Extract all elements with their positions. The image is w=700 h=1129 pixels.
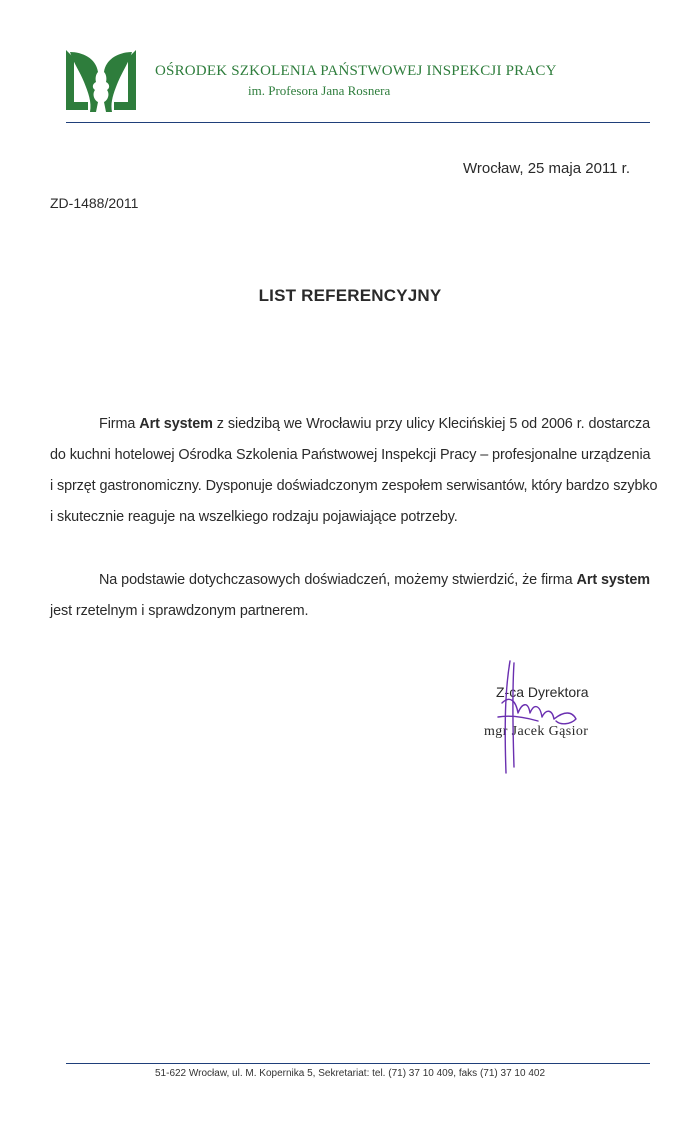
organization-subtitle: im. Profesora Jana Rosnera	[248, 83, 391, 98]
paragraph-1-line-2: do kuchni hotelowej Ośrodka Szkolenia Państwowej Inspekcji Pracy – profesjonalne urządzenia	[50, 447, 651, 463]
letter-title: LIST REFERENCYJNY	[258, 286, 442, 305]
paragraph-1-line-4: i skutecznie reaguje na wszelkiego rodzaju pojawiające potrzeby.	[50, 509, 458, 525]
reference-number: ZD-1488/2011	[50, 195, 139, 211]
text-segment: Firma	[99, 416, 140, 432]
signatory-role: Z-ca Dyrektora	[496, 684, 589, 700]
signatory-name: mgr Jacek Gąsior	[484, 724, 589, 739]
text-segment: Na podstawie dotychczasowych doświadczeń, możemy stwierdzić, że firma	[99, 572, 577, 588]
paragraph-2-line-1	[50, 565, 650, 596]
institution-logo	[62, 42, 140, 120]
paragraph-2-line-2: jest rzetelnym i sprawdzonym partnerem.	[50, 603, 309, 619]
paragraph-1-line-1	[50, 409, 650, 440]
text-segment: z siedzibą we Wrocławiu przy ulicy Klecińskiej 5 od 2006 r. dostarcza	[212, 416, 651, 432]
letter-date: Wrocław, 25 maja 2011 r.	[462, 160, 630, 177]
paragraph-1-line-3: i sprzęt gastronomiczny. Dysponuje doświadczonym zespołem serwisantów, który bardzo szybko	[50, 478, 658, 494]
paragraph-1	[50, 409, 658, 533]
company-name: Art system	[139, 416, 213, 432]
company-name: Art system	[576, 572, 650, 588]
footer-address: 51-622 Wrocław, ul. M. Kopernika 5, Sekretariat: tel. (71) 37 10 409, faks (71) 37 10 402	[154, 1068, 546, 1078]
handwritten-signature	[480, 655, 600, 780]
paragraph-2	[50, 565, 650, 627]
footer-divider	[66, 1063, 650, 1064]
header-divider	[66, 122, 650, 123]
organization-name: OŚRODEK SZKOLENIA PAŃSTWOWEJ INSPEKCJI PRACY	[155, 63, 557, 79]
